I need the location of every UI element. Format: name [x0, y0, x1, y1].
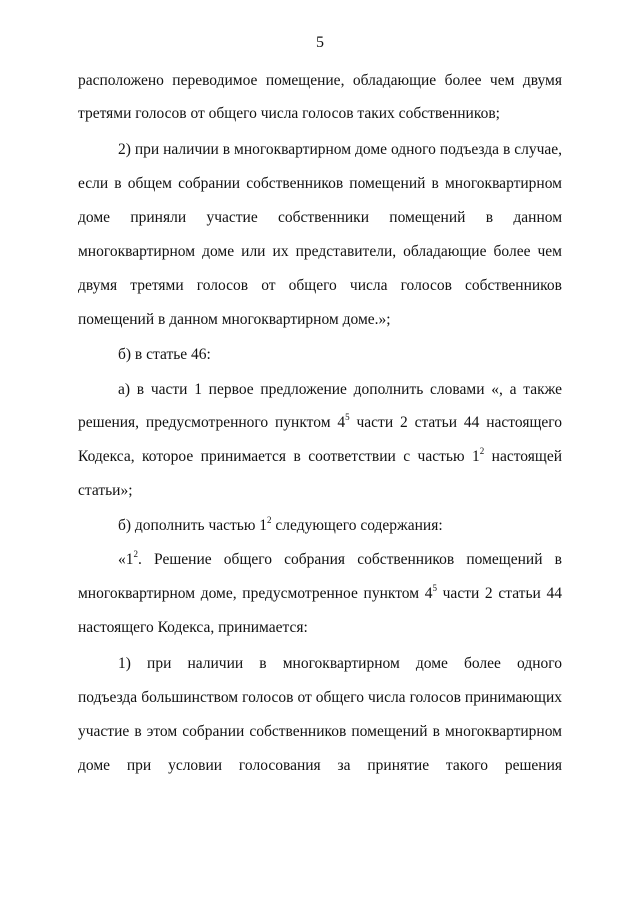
text-line: если в общем собрании собственников помещений в многоквартирном — [78, 175, 562, 192]
text-line: статьи»; — [78, 482, 133, 499]
text-line: многоквартирном доме или их представители, обладающие более чем — [78, 243, 562, 260]
text-line: 1) при наличии в многоквартирном доме более одного — [118, 655, 562, 672]
superscript: 5 — [345, 412, 350, 422]
text-line: третями голосов от общего числа голосов таких собственников; — [78, 105, 500, 122]
text-line: многоквартирном доме, предусмотренное пунктом $4^5$ части 2 статьи 44 — [78, 583, 562, 602]
superscript: 2 — [267, 515, 272, 525]
superscript: 2 — [479, 446, 485, 456]
text-line: помещений в данном многоквартирном доме.»; — [78, 311, 391, 328]
text-line: б) в статье 46: — [118, 346, 211, 363]
page-number: 5 — [316, 34, 324, 51]
text-line: подъезда большинством голосов от общего числа голосов принимающих — [78, 689, 562, 706]
text-line: доме приняли участие собственники помещений в данном — [78, 209, 562, 226]
text-line: доме при условии голосования за принятие такого решения — [78, 757, 562, 774]
text-line: б) дополнить частью $1^2$ следующего содержания: — [118, 515, 443, 534]
text-line: расположено переводимое помещение, обладающие более чем двумя — [78, 72, 562, 89]
superscript: 5 — [432, 583, 437, 593]
text-line: «$1^2$. Решение общего собрания собственников помещений в — [118, 549, 562, 568]
superscript: 2 — [133, 549, 138, 559]
text-line: двумя третями голосов от общего числа голосов собственников — [78, 277, 562, 294]
text-line: а) в части 1 первое предложение дополнить словами «, а также — [118, 381, 562, 398]
text-line: настоящего Кодекса, принимается: — [78, 619, 308, 636]
text-line: 2) при наличии в многоквартирном доме одного подъезда в случае, — [118, 141, 562, 158]
text-line: решения, предусмотренного пунктом $4^5$ части 2 статьи 44 настоящего — [78, 412, 562, 431]
text-line: участие в этом собрании собственников помещений в многоквартирном — [78, 723, 562, 740]
text-line: Кодекса, которое принимается в соответствии с частью $1^2$ настоящей — [78, 446, 562, 465]
